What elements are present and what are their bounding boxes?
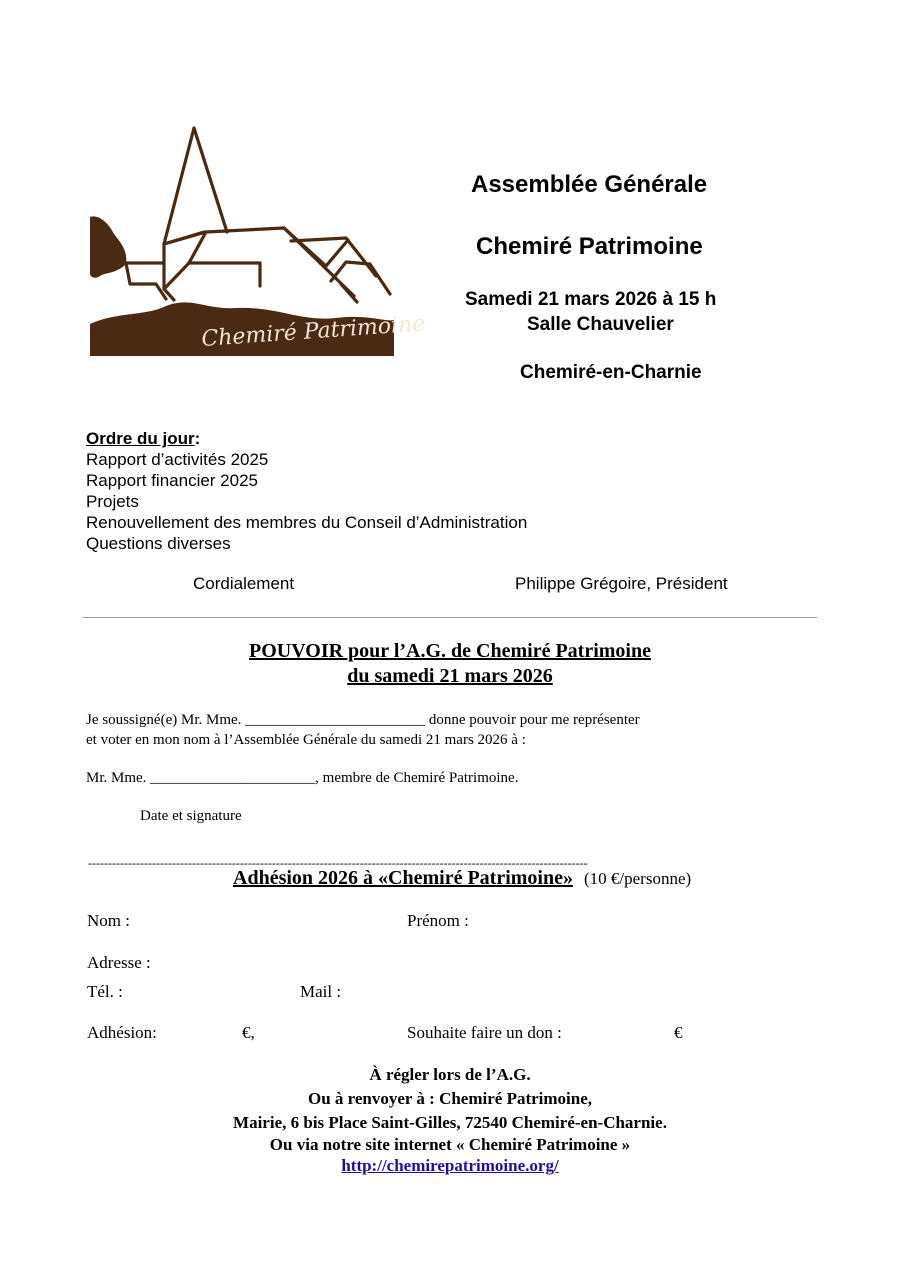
agenda-item: Questions diverses [86, 534, 231, 553]
pouvoir-text-line1: Je soussigné(e) Mr. Mme. ________________________ donne pouvoir pour me représenter [86, 712, 640, 728]
don-label: Souhaite faire un don : [407, 1023, 562, 1042]
agenda [86, 428, 527, 554]
section-divider [83, 617, 817, 618]
church-logo [86, 124, 426, 360]
adhesion-title [233, 867, 691, 890]
pouvoir-text-line3: Mr. Mme. ______________________, membre de Chemiré Patrimoine. [86, 770, 519, 786]
footer-address: Mairie, 6 bis Place Saint-Gilles, 72540 Chemiré-en-Charnie. [233, 1113, 667, 1132]
adhesion-title-text: Adhésion 2026 à «Chemiré Patrimoine» [233, 867, 573, 889]
page-title: Assemblée Générale [471, 171, 708, 198]
pouvoir-signature-label: Date et signature [140, 808, 242, 824]
signoff-signer: Philippe Grégoire, Président [515, 574, 728, 593]
agenda-heading: Ordre du jour: [86, 429, 201, 448]
adhesion-price: (10 €/personne) [583, 869, 692, 888]
adhesion-amount-label: Adhésion: [87, 1023, 157, 1042]
event-town: Chemiré-en-Charnie [520, 362, 702, 383]
footer-line4: Ou via notre site internet « Chemiré Patrimoine » [269, 1135, 631, 1154]
agenda-item: Rapport d’activités 2025 [86, 450, 269, 469]
prenom-label: Prénom : [407, 911, 469, 930]
pouvoir-title-line2: du samedi 21 mars 2026 [347, 665, 553, 687]
agenda-item: Renouvellement des membres du Conseil d’Administration [86, 513, 528, 532]
signoff-greeting: Cordialement [193, 574, 295, 593]
nom-label: Nom : [87, 911, 130, 930]
mail-label: Mail : [300, 982, 342, 1001]
agenda-item: Rapport financier 2025 [86, 471, 259, 490]
event-venue: Salle Chauvelier [527, 314, 674, 335]
website-link[interactable]: http://chemirepatrimoine.org/ [341, 1156, 559, 1175]
footer-link-wrap [0, 1156, 900, 1176]
dashed-separator: ----------------------------------------------------------------------------------------------------------------------------- [88, 856, 588, 870]
event-date-time: Samedi 21 mars 2026 à 15 h [465, 289, 717, 310]
logo-brand-text: Chemiré Patrimoine [200, 311, 426, 352]
adresse-label: Adresse : [87, 953, 151, 972]
pouvoir-title-line1: POUVOIR pour l’A.G. de Chemiré Patrimoine [249, 640, 651, 662]
pouvoir-text-line2: et voter en mon nom à l’Assemblée Générale du samedi 21 mars 2026 à : [86, 732, 526, 748]
footer-line1: À régler lors de l’A.G. [369, 1065, 531, 1084]
agenda-item: Projets [86, 492, 139, 511]
euro-symbol: € [674, 1023, 683, 1042]
org-name: Chemiré Patrimoine [476, 233, 703, 260]
footer-line2: Ou à renvoyer à : Chemiré Patrimoine, [307, 1089, 593, 1108]
euro-symbol: €, [242, 1023, 255, 1042]
tel-label: Tél. : [87, 982, 123, 1001]
